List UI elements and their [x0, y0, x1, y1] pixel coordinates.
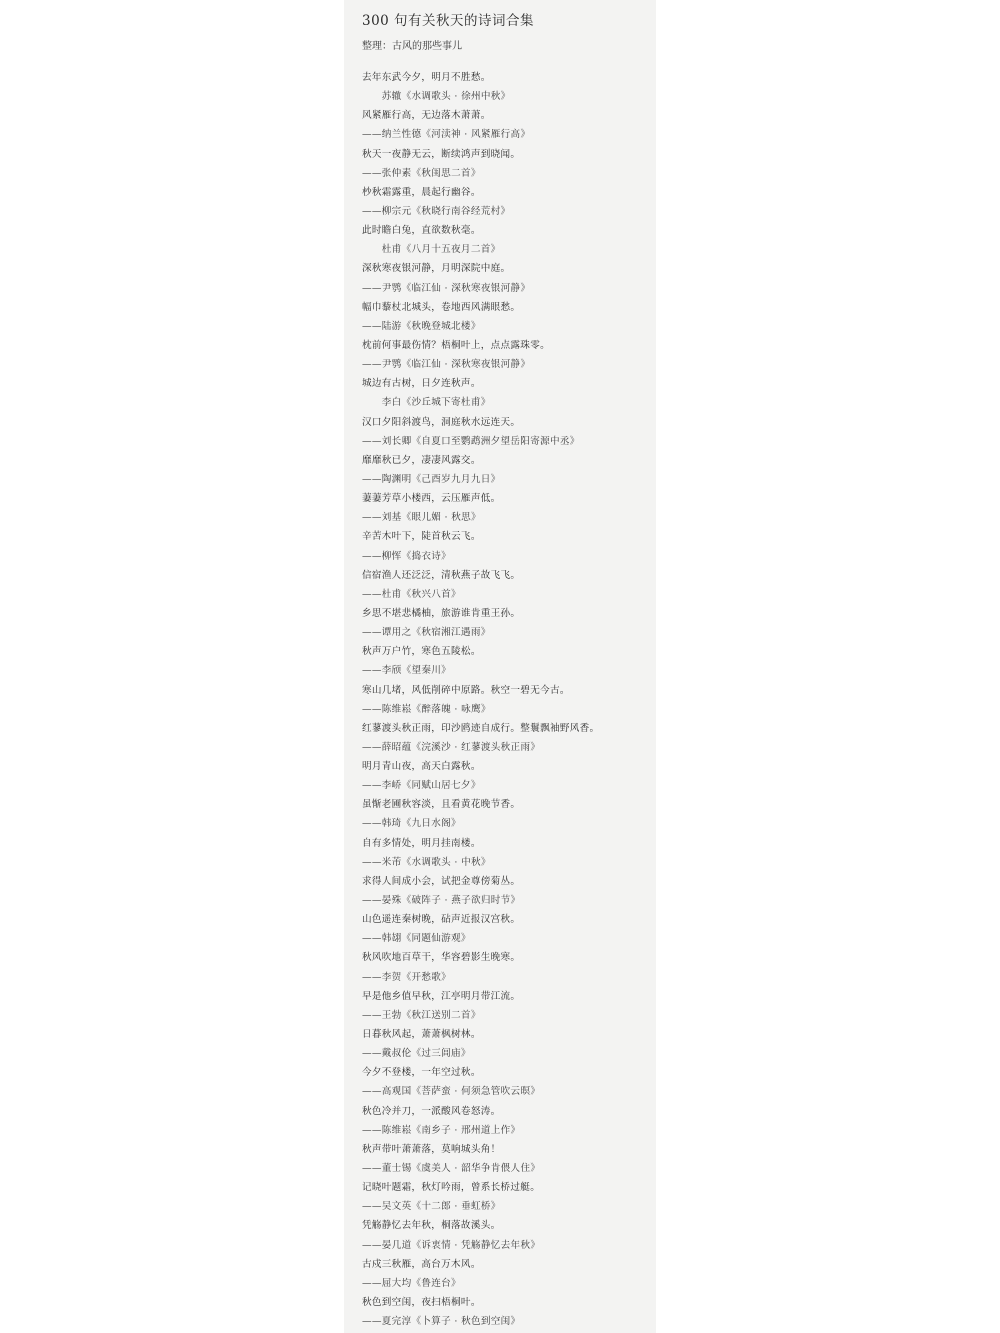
poem-source: ——李峤《同赋山居七夕》 — [362, 780, 481, 792]
poem-verse: 寒山几堵，风低削碎中原路。秋空一碧无今古。 — [362, 684, 570, 696]
poem-verse: 秋声带叶萧萧落，莫响城头角！ — [362, 1143, 501, 1155]
poem-source: ——米芾《水调歌头 · 中秋》 — [362, 856, 491, 868]
poem-source: ——尹鹗《临江仙 · 深秋寒夜银河静》 — [362, 359, 531, 371]
list-item — [362, 1178, 648, 1216]
list-item — [362, 1293, 648, 1331]
poem-source: ——薛昭蕴《浣溪沙 · 红蓼渡头秋正雨》 — [362, 741, 541, 753]
list-item — [362, 68, 648, 106]
poem-source: ——夏完淳《卜算子 · 秋色到空闺》 — [362, 1316, 521, 1328]
list-item — [362, 604, 648, 642]
list-item — [362, 106, 648, 144]
poem-source: ——张仲素《秋闺思二首》 — [362, 167, 481, 179]
poem-source: ——陶渊明《己酉岁九月九日》 — [362, 473, 501, 485]
list-item — [362, 1140, 648, 1178]
list-item — [362, 336, 648, 374]
list-item — [362, 1063, 648, 1101]
poem-verse: 深秋寒夜银河静，月明深院中庭。 — [362, 263, 511, 275]
poem-verse: 萋萋芳草小楼西，云压雁声低。 — [362, 493, 501, 505]
poem-verse: 靡靡秋已夕，凄凄风露交。 — [362, 454, 481, 466]
poem-source: ——陈维崧《醉落魄 · 咏鹰》 — [362, 703, 491, 715]
list-item — [362, 1216, 648, 1254]
poem-source: ——吴文英《十二郎 · 垂虹桥》 — [362, 1201, 501, 1213]
poem-verse: 此时瞻白兔，直欲数秋毫。 — [362, 225, 481, 237]
poem-source: ——尹鹗《临江仙 · 深秋寒夜银河静》 — [362, 282, 531, 294]
poem-verse: 秋风吹地百草干，华容碧影生晚寒。 — [362, 952, 521, 964]
poem-source: ——屈大均《鲁连台》 — [362, 1277, 461, 1289]
poem-source: ——杜甫《秋兴八首》 — [362, 588, 461, 600]
poem-verse: 辛苦木叶下，陡首秋云飞。 — [362, 531, 481, 543]
list-item — [362, 1025, 648, 1063]
poem-verse: 秋天一夜静无云，断续鸿声到晓闻。 — [362, 148, 521, 160]
poem-source: 杜甫《八月十五夜月二首》 — [362, 244, 501, 256]
poem-verse: 早是他乡值早秋，江亭明月带江流。 — [362, 990, 521, 1002]
list-item — [362, 527, 648, 565]
page-title: 300 句有关秋天的诗词合集 — [362, 13, 535, 29]
list-item — [362, 298, 648, 336]
poem-verse: 秋声万户竹，寒色五陵松。 — [362, 646, 481, 658]
poem-verse: 乡思不堪悲橘柚，旅游谁肯重王孙。 — [362, 607, 521, 619]
poem-verse: 信宿渔人还泛泛，清秋燕子故飞飞。 — [362, 569, 521, 581]
list-item — [362, 566, 648, 604]
list-item — [362, 259, 648, 297]
poem-verse: 城边有古树，日夕连秋声。 — [362, 378, 481, 390]
poem-source: ——柳恽《捣衣诗》 — [362, 550, 452, 562]
poem-verse: 虽惭老圃秋容淡，且看黄花晚节香。 — [362, 799, 521, 811]
poem-verse: 记晓叶题霜，秋灯吟雨，曾系长桥过艇。 — [362, 1182, 541, 1194]
poem-source: ——韩翃《同题仙游观》 — [362, 933, 471, 945]
list-item — [362, 987, 648, 1025]
list-item — [362, 872, 648, 910]
poem-verse: 秋色冷并刀，一派酸风卷怒涛。 — [362, 1105, 501, 1117]
poem-source: ——韩琦《九日水阁》 — [362, 818, 461, 830]
poem-verse: 凭觞静忆去年秋，桐落故溪头。 — [362, 1220, 501, 1232]
poem-source: ——晏殊《破阵子 · 燕子欲归时节》 — [362, 895, 521, 907]
list-item — [362, 183, 648, 221]
list-item — [362, 910, 648, 948]
list-item — [362, 489, 648, 527]
list-item — [362, 1102, 648, 1140]
poem-source: ——王勃《秋江送别二首》 — [362, 1009, 481, 1021]
poem-verse: 杪秋霜露重，晨起行幽谷。 — [362, 186, 481, 198]
poem-verse: 求得人间成小会，试把金尊傍菊丛。 — [362, 875, 521, 887]
poem-source: ——戴叔伦《过三闾庙》 — [362, 1048, 471, 1060]
poem-source: ——柳宗元《秋晓行南谷经荒村》 — [362, 205, 511, 217]
list-item — [362, 642, 648, 680]
poem-verse: 今夕不登楼，一年空过秋。 — [362, 1067, 481, 1079]
poem-verse: 自有多情处，明月挂南楼。 — [362, 837, 481, 849]
poem-source: ——纳兰性德《河渎神 · 风紧雁行高》 — [362, 129, 531, 141]
poem-verse: 秋色到空闺，夜扫梧桐叶。 — [362, 1297, 481, 1308]
list-item — [362, 834, 648, 872]
poem-source: ——刘基《眼儿媚 · 秋思》 — [362, 512, 481, 524]
list-item — [362, 719, 648, 757]
poem-verse: 古戍三秋雁，高台万木风。 — [362, 1258, 481, 1270]
poem-source: ——李贺《开愁歌》 — [362, 971, 452, 983]
poem-source: ——谭用之《秋宿湘江遇雨》 — [362, 627, 491, 639]
document-page — [344, 0, 656, 1333]
poem-verse: 山色遥连秦树晚，砧声近报汉宫秋。 — [362, 914, 521, 926]
poem-source: ——高观国《菩萨蛮 · 何须急管吹云暝》 — [362, 1086, 541, 1098]
poem-verse: 日暮秋风起，萧萧枫树林。 — [362, 1029, 481, 1041]
poem-verse: 风紧雁行高，无边落木萧萧。 — [362, 110, 491, 122]
list-item — [362, 451, 648, 489]
poem-source: ——董士锡《虞美人 · 韶华争肯偎人住》 — [362, 1163, 541, 1175]
poem-verse: 幅巾藜杖北城头，卷地西风满眼愁。 — [362, 301, 521, 313]
list-item — [362, 145, 648, 183]
list-item — [362, 413, 648, 451]
list-item — [362, 757, 648, 795]
poem-source: ——晏几道《诉衷情 · 凭觞静忆去年秋》 — [362, 1239, 541, 1251]
poem-source: ——陆游《秋晚登城北楼》 — [362, 320, 481, 332]
poem-verse: 红蓼渡头秋正雨，印沙鸥迹自成行。整鬟飘袖野风香。 — [362, 722, 600, 734]
list-item — [362, 795, 648, 833]
poem-verse: 枕前何事最伤情？梧桐叶上，点点露珠零。 — [362, 339, 550, 351]
list-item — [362, 374, 648, 412]
list-item — [362, 1255, 648, 1293]
list-item — [362, 948, 648, 986]
poem-verse: 汉口夕阳斜渡鸟，洞庭秋水远连天。 — [362, 416, 521, 428]
poem-source: ——陈维崧《南乡子 · 邢州道上作》 — [362, 1124, 521, 1136]
poem-source: ——李颀《望秦川》 — [362, 665, 452, 677]
list-item — [362, 681, 648, 719]
poem-verse: 明月青山夜，高天白露秋。 — [362, 761, 481, 773]
poem-source: ——刘长卿《自夏口至鹦鹉洲夕望岳阳寄源中丞》 — [362, 435, 580, 447]
poem-source: 苏辙《水调歌头 · 徐州中秋》 — [362, 91, 511, 103]
page-subtitle: 整理：古风的那些事儿 — [362, 41, 462, 52]
poem-list — [362, 68, 648, 1331]
list-item — [362, 221, 648, 259]
poem-verse: 去年东武今夕，明月不胜愁。 — [362, 72, 491, 83]
poem-source: 李白《沙丘城下寄杜甫》 — [362, 397, 491, 409]
